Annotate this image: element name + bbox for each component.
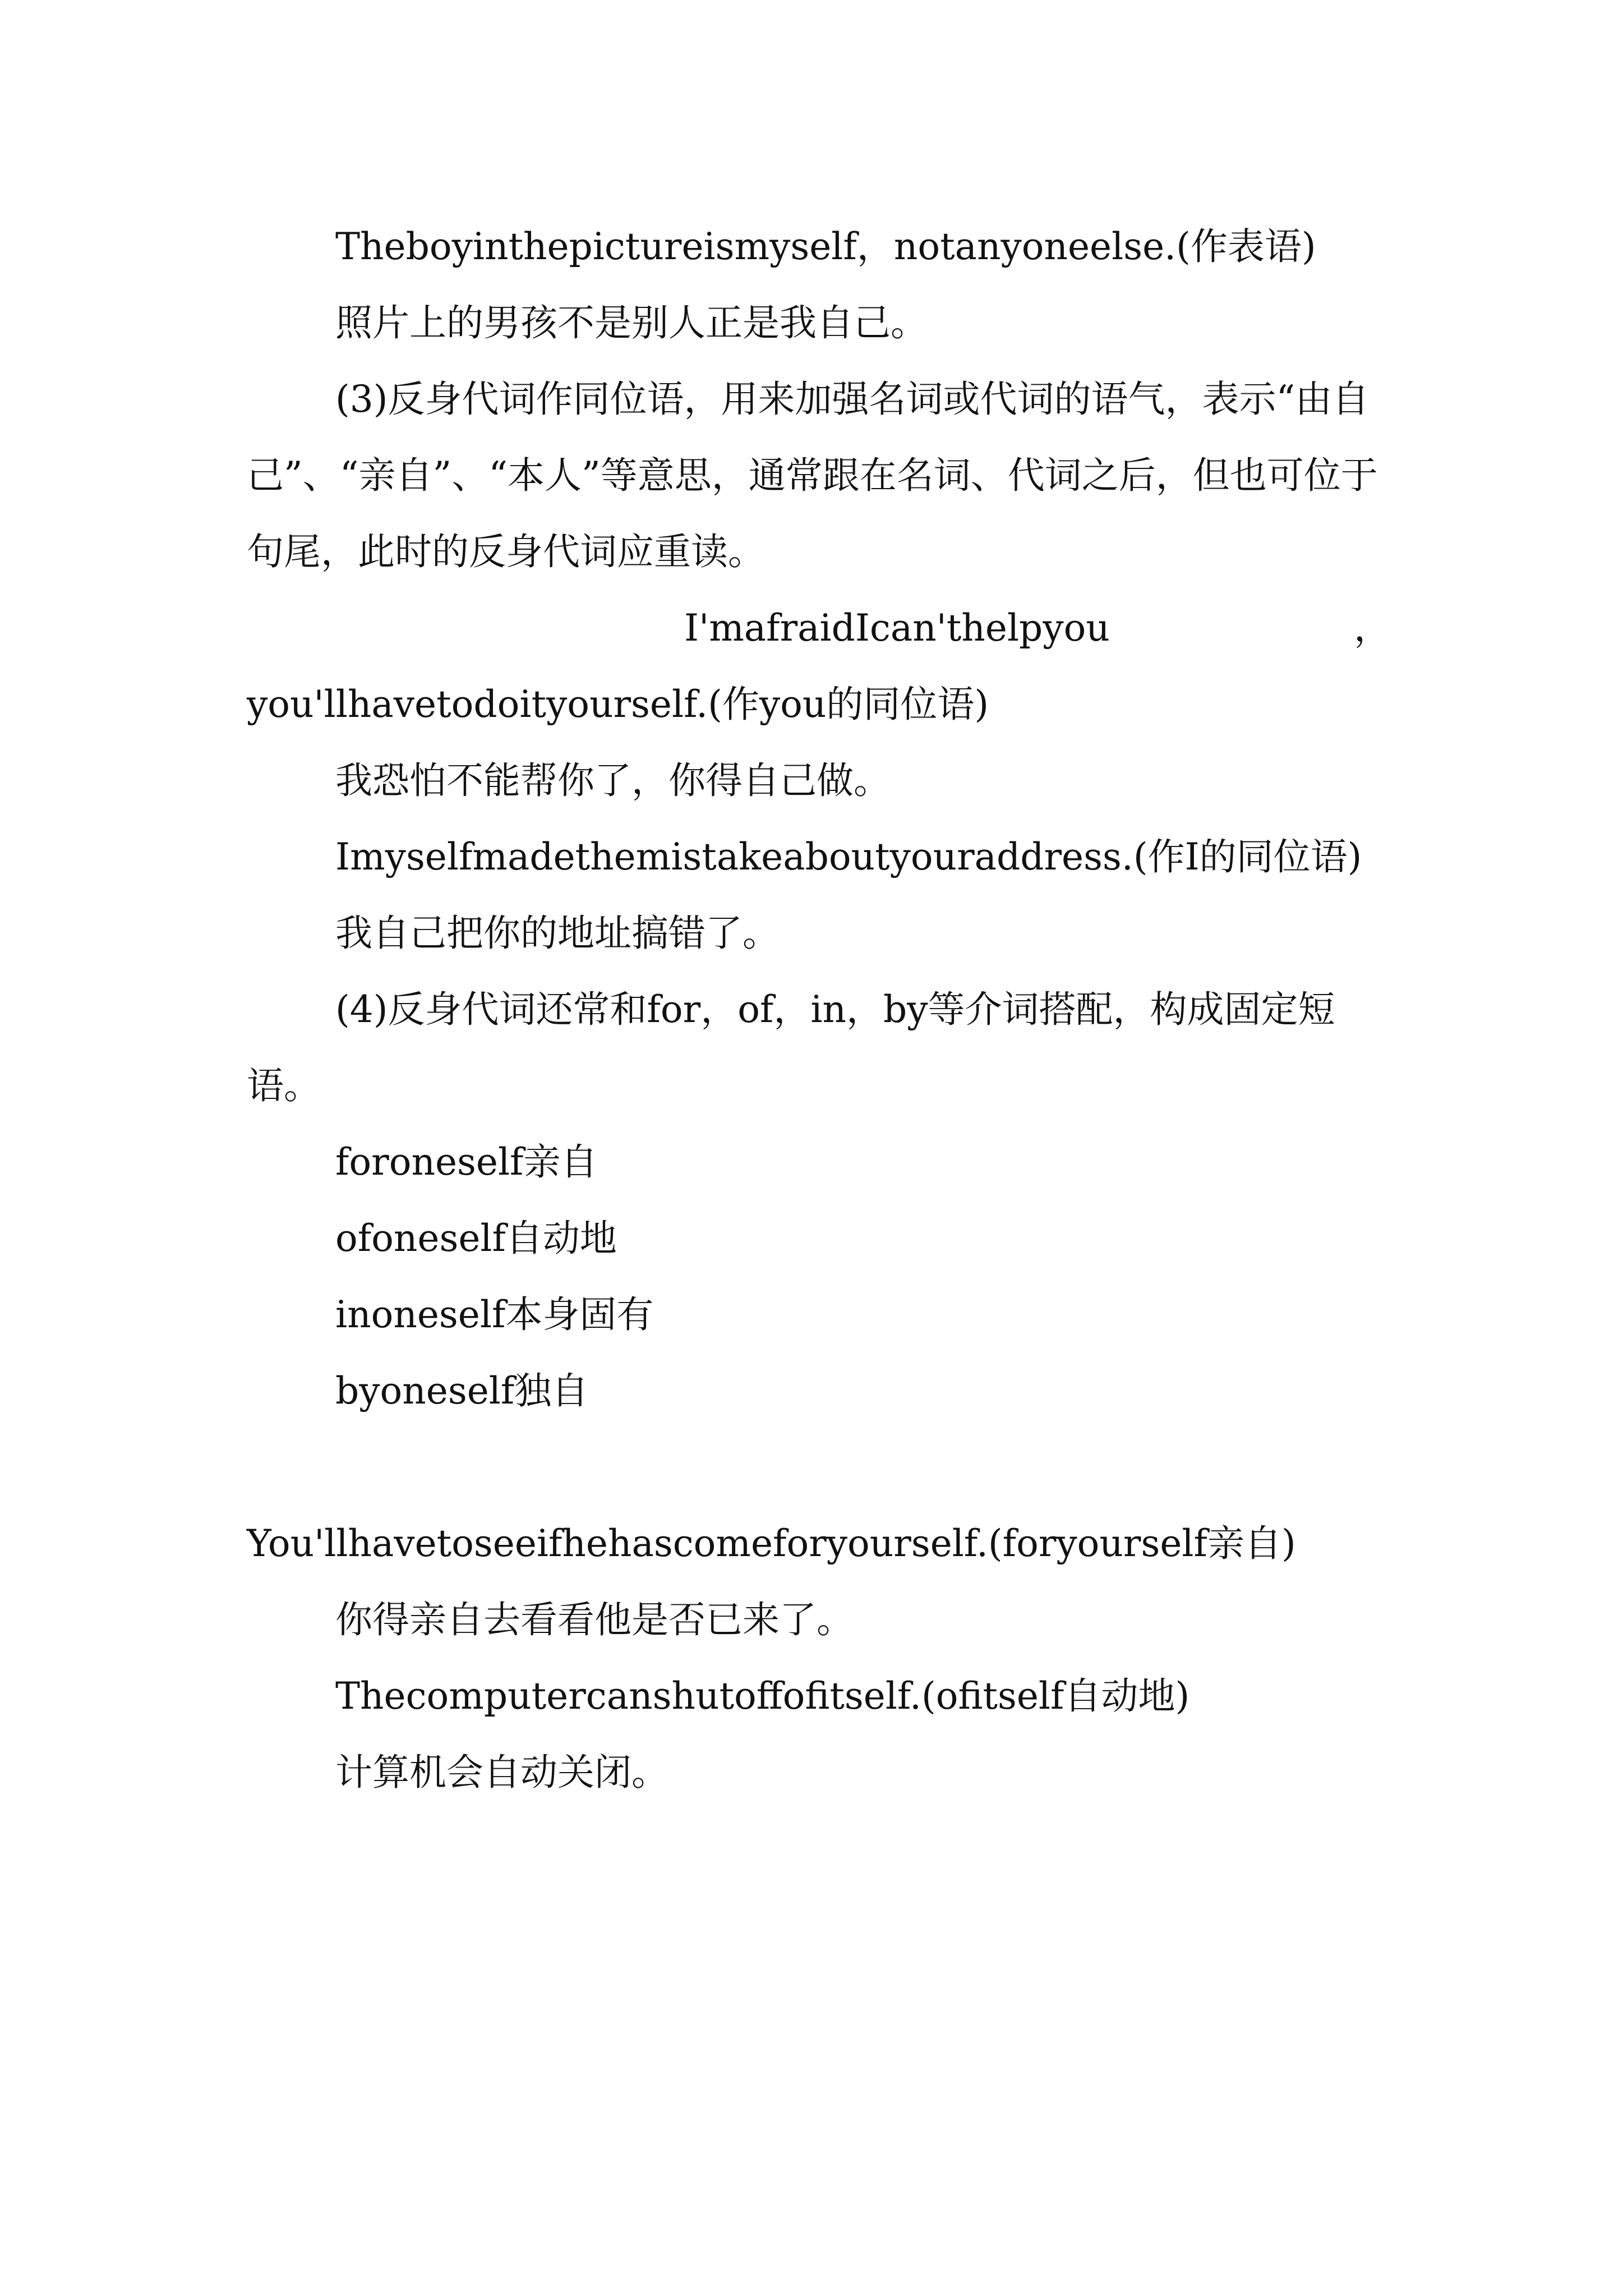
paragraph-rule-3-appositive: (3)反身代词作同位语，用来加强名词或代词的语气，表示“由自己”、“亲自”、“本人”等意思，通常跟在名词、代词之后，但也可位于句尾，此时的反身代词应重读。 [247,378,1378,573]
document-body [247,209,1391,1811]
paragraph-example-yourself-line-1 [247,590,1391,666]
paragraph-translation-2: 我恐怕不能帮你了，你得自己做。 [335,759,891,802]
paragraph-example-myself: Imyselfmadethemistakeaboutyouraddress.(作I的同位语) [335,835,1362,878]
phrase-inoneself: inoneself本身固有 [335,1293,654,1336]
paragraph-example-ofitself: Thecomputercanshutoffofitself.(ofitself自动地) [335,1674,1190,1718]
paragraph-translation-1: 照片上的男孩不是别人正是我自己。 [335,301,928,344]
paragraph-translation-3: 我自己把你的地址搞错了。 [335,912,780,955]
paragraph-example-foryourself: You'llhavetoseeifhehascomeforyourself.(foryourself亲自) [247,1522,1296,1565]
phrase-ofoneself: ofoneself自动地 [335,1217,617,1260]
phrase-foroneself: foroneself亲自 [335,1140,598,1184]
example-yourself-part-1: I'mafraidIcan'thelpyou [684,606,1110,650]
paragraph-translation-4: 你得亲自去看看他是否已来了。 [335,1598,854,1641]
paragraph-rule-4-phrases: (4)反身代词还常和for，of，in，by等介词搭配，构成固定短语。 [247,988,1335,1107]
paragraph-example-predicative: Theboyinthepictureismyself，notanyoneelse.(作表语) [335,225,1316,268]
phrase-byoneself: byoneself独自 [335,1369,589,1412]
blank-line [247,1429,1391,1506]
example-yourself-comma: ， [1354,606,1391,650]
paragraph-example-yourself-line-2: you'llhavetodoityourself.(作you的同位语) [247,683,989,726]
paragraph-translation-5: 计算机会自动关闭。 [335,1751,668,1794]
